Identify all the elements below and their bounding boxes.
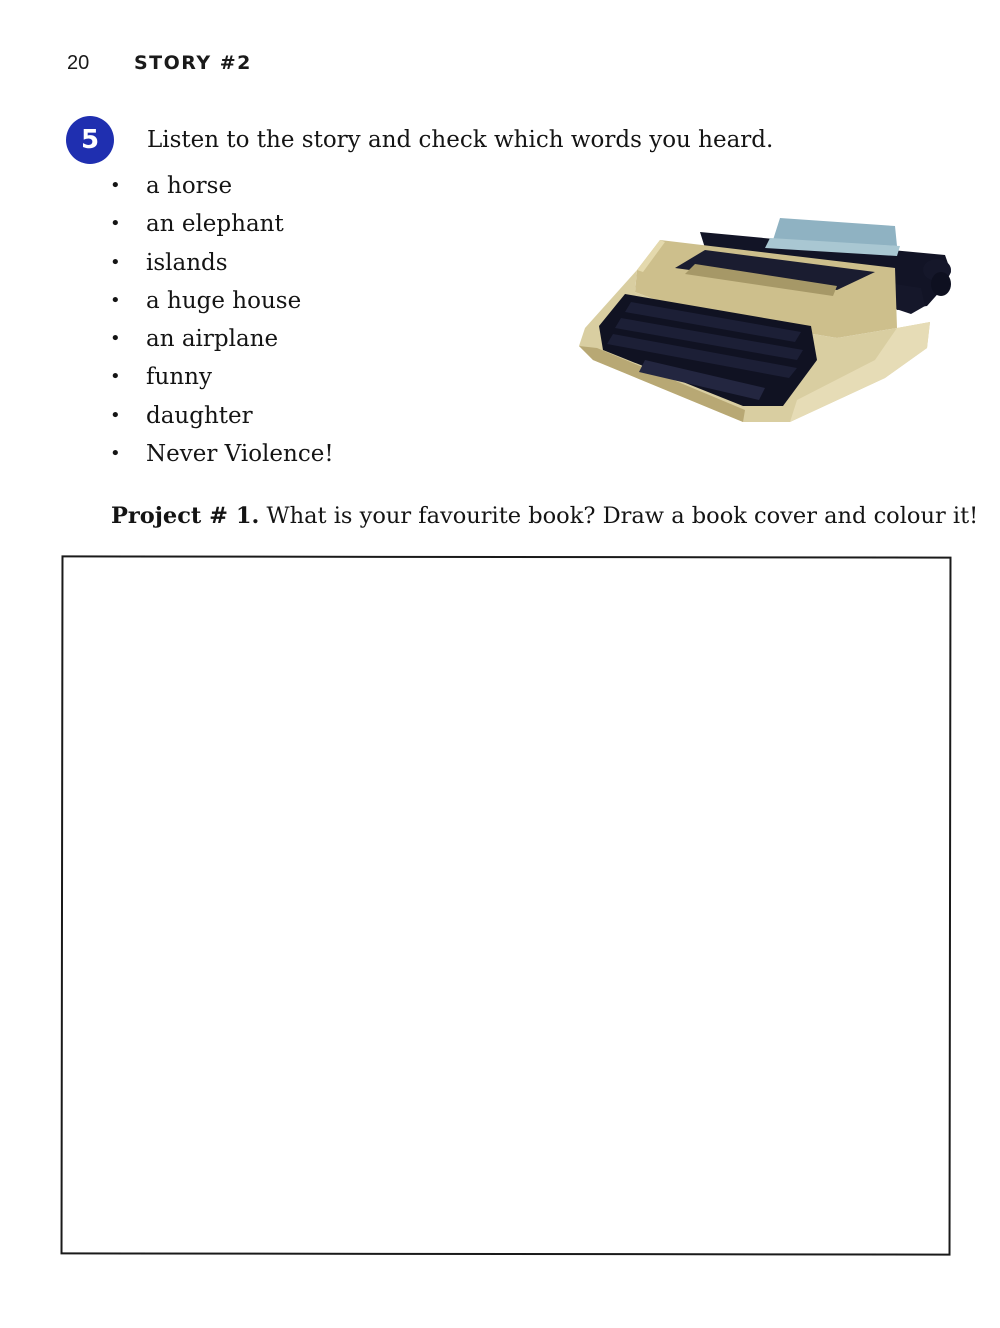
- running-title: STORY #2: [134, 52, 252, 74]
- list-item: [110, 206, 334, 244]
- list-item: [110, 245, 334, 283]
- list-item: [110, 283, 334, 321]
- list-item: [110, 321, 334, 359]
- list-item: [110, 168, 334, 206]
- bullet-icon: •: [110, 443, 121, 465]
- list-item: [110, 398, 334, 436]
- word-label: funny: [146, 364, 212, 391]
- project-prompt: [111, 500, 978, 532]
- bullet-icon: •: [110, 251, 121, 273]
- typewriter-illustration: [575, 210, 955, 430]
- bullet-icon: •: [110, 289, 121, 311]
- word-label: a huge house: [146, 287, 302, 314]
- drawing-area[interactable]: [61, 555, 952, 1255]
- bullet-icon: •: [110, 328, 121, 350]
- bullet-icon: •: [110, 175, 121, 196]
- word-label: an airplane: [146, 326, 279, 353]
- word-list: [110, 168, 334, 474]
- project-text: What is your favourite book? Draw a book cover and colour it!: [259, 503, 979, 529]
- word-label: a horse: [146, 173, 233, 199]
- bullet-icon: •: [110, 366, 121, 388]
- word-label: Never Violence!: [146, 441, 334, 468]
- word-label: islands: [146, 249, 228, 276]
- page-header: [67, 52, 252, 78]
- bullet-icon: •: [110, 404, 121, 426]
- exercise-number-badge: 5: [66, 116, 114, 164]
- list-item: [110, 436, 334, 474]
- project-label: Project # 1.: [111, 503, 260, 529]
- word-label: an elephant: [146, 211, 284, 238]
- bullet-icon: •: [110, 213, 121, 235]
- list-item: [110, 359, 334, 397]
- word-label: daughter: [146, 402, 253, 429]
- exercise-instruction: Listen to the story and check which words you heard.: [147, 127, 774, 153]
- page-number: 20: [67, 52, 90, 74]
